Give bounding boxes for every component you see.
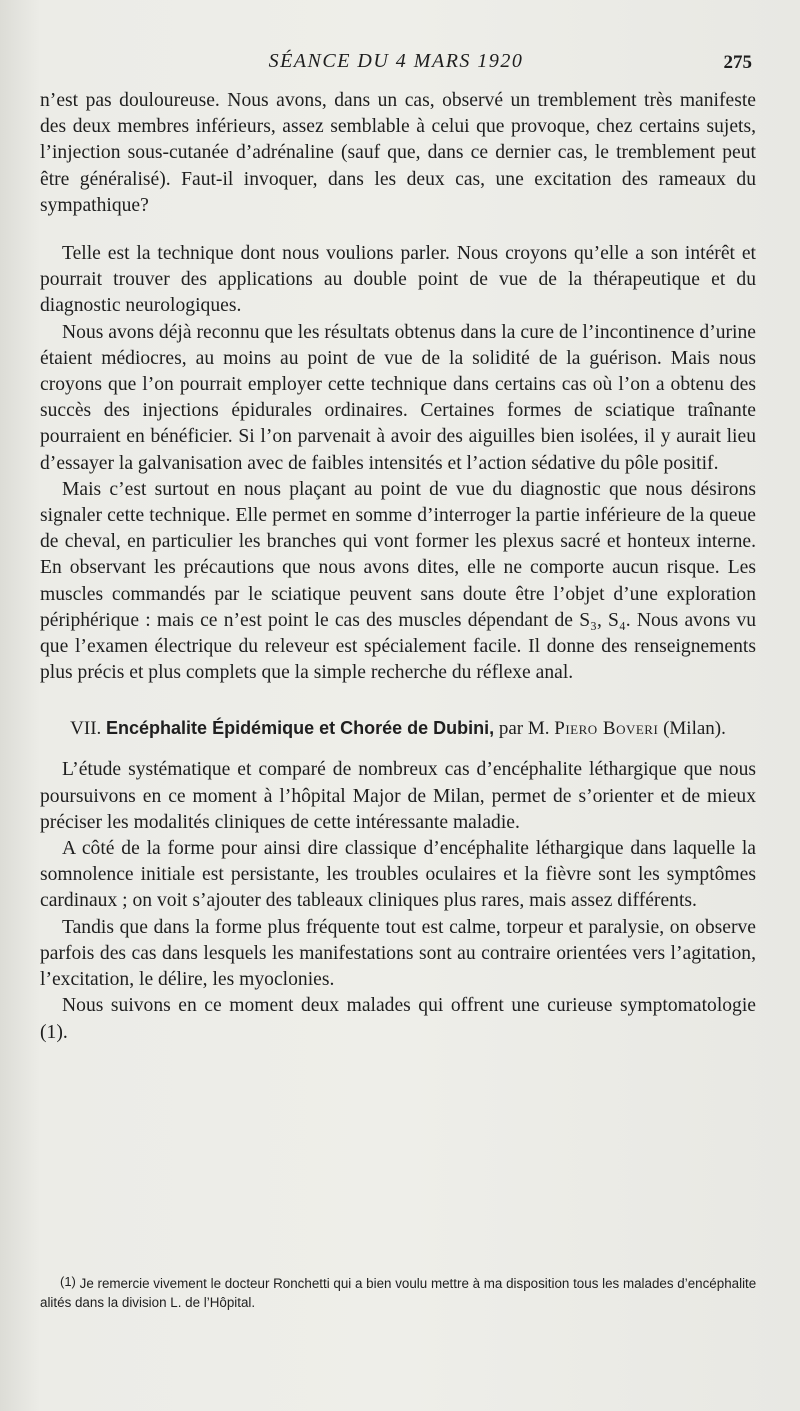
paragraph: Telle est la technique dont nous voulions parler. Nous croyons qu’elle a son intérêt et pourrait trouver des applications au double point de vue de la thérapeutique et du diagnostic neurologiques.	[40, 243, 756, 317]
section-by: par M.	[498, 718, 550, 740]
footnote-mark: (1)	[60, 1274, 76, 1289]
page-header	[40, 50, 752, 76]
paragraph: A côté de la forme pour ainsi dire classique d’encéphalite léthargique dans laquelle la somnolence initiale est persistante, les troubles oculaires et la fièvre sont les symptômes cardinaux ; on voit s’ajouter des tableaux cliniques plus rares, mais assez différents.	[40, 838, 756, 912]
paragraph: Nous suivons en ce moment deux malades qui offrent une curieuse symptomatologie (1).	[40, 995, 756, 1043]
footnote-text: Je remercie vivement le docteur Ronchetti qui a bien voulu mettre à ma disposition tous les malades d’encéphalite alités dans la division L. de l’Hôpital.	[40, 1276, 757, 1310]
section-place: (Milan).	[663, 718, 726, 740]
section-number: VII.	[70, 718, 102, 740]
body-text	[40, 88, 756, 1046]
running-head: SÉANCE DU 4 MARS 1920	[268, 50, 524, 72]
paragraph-continuation: n’est pas douloureuse. Nous avons, dans un cas, observé un tremblement très manifeste des deux membres inférieurs, assez semblable à celui que provoque, chez certains sujets, l’injection sous-cutanée d’adrénaline (sauf que, dans ce dernier cas, le tremblement peut être généralisé). Faut-il invoquer, dans les deux cas, une excitation des rameaux du sympathique?	[40, 90, 756, 216]
footnote	[40, 1272, 762, 1312]
footnotes	[40, 1272, 762, 1312]
section-heading	[40, 716, 756, 741]
paragraph: Tandis que dans la forme plus fréquente tout est calme, torpeur et paralysie, on observe parfois des cas dans lesquels les manifestations sont au contraire orientées vers l’agitation, l’excitation, le délire, les myoclonies.	[40, 916, 756, 991]
section-author: Piero Boveri	[554, 718, 659, 740]
page-number: 275	[723, 52, 752, 73]
paragraph: L’étude systématique et comparé de nombreux cas d’encéphalite léthargique que nous poursuivons en ce moment à l’hôpital Major de Milan, permet de s’orienter et de mieux préciser les modalités cliniques de cette intéressante maladie.	[40, 759, 756, 833]
section-title: Encéphalite Épidémique et Chorée de Dubini,	[106, 718, 495, 739]
paragraph: Nous avons déjà reconnu que les résultats obtenus dans la cure de l’incontinence d’urine étaient médiocres, au moins au point de vue de la solidité de la guérison. Mais nous croyons que l’on pourrait employer cette technique dans certains cas où l’on a obtenu des succès des injections épidurales ordinaires. Certaines formes de sciatique traînante pourraient en bénéficier. Si l’on parvenait à avoir des aiguilles bien isolées, il y aurait lieu d’essayer la galvanisation avec de faibles intensités et l’action sédative du pôle positif.	[40, 321, 756, 474]
paragraph: Mais c’est surtout en nous plaçant au point de vue du diagnostic que nous désirons signaler cette technique. Elle permet en somme d’interroger la partie inférieure de la queue de cheval, en particulier les branches qui vont former les plexus sacré et honteux interne. En observant les précautions que nous avons dites, elle ne comporte aucun risque. Les muscles commandés par le sciatique peuvent sans doute être l’objet d’une exploration périphérique : mais ce n’est point le cas des muscles dépendant de S₃, S₄. Nous avons vu que l’examen électrique du releveur est spécialement facile. Il donne des renseignements plus précis et plus complets que la simple recherche du réflexe anal.	[40, 478, 756, 684]
